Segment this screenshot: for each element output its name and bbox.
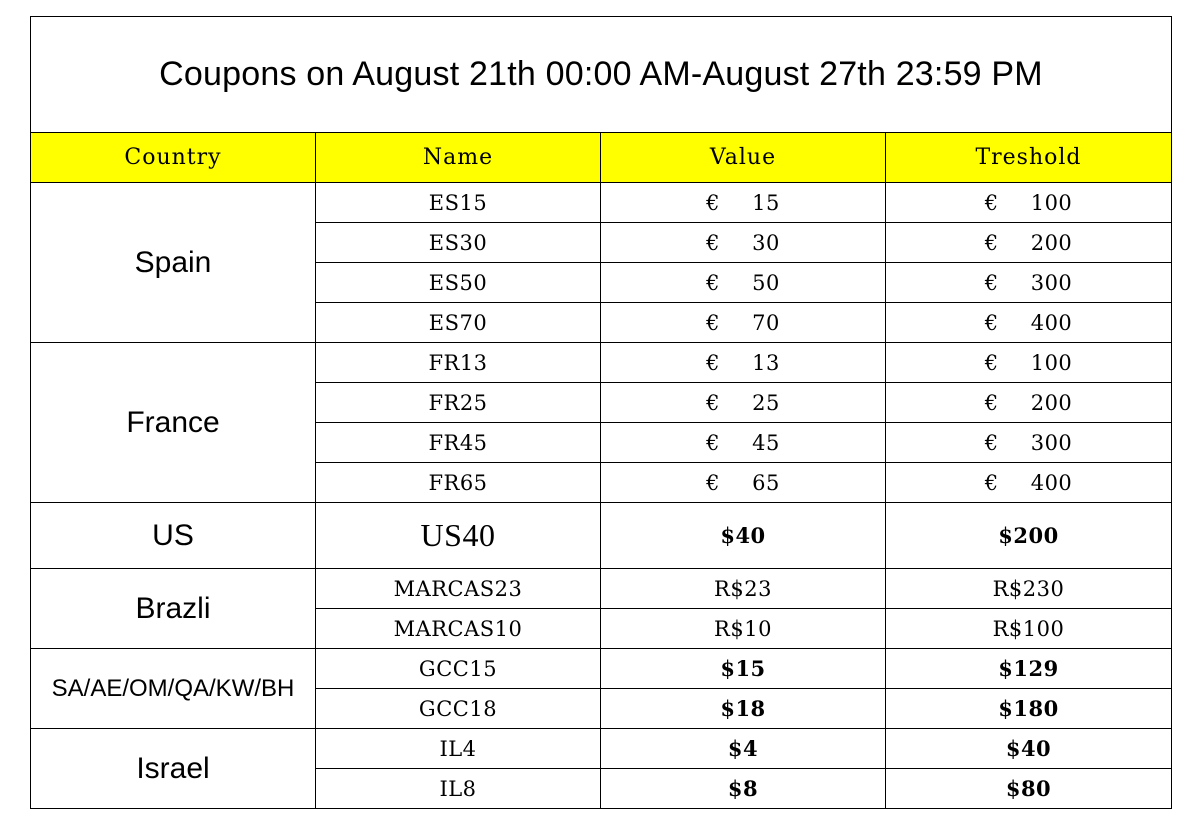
currency-symbol: € (984, 230, 999, 255)
coupon-value (601, 263, 886, 303)
threshold-amount: 100 (1030, 350, 1073, 375)
header-value: Value (601, 133, 886, 183)
currency-symbol: € (984, 390, 999, 415)
threshold-amount: 300 (1030, 270, 1073, 295)
coupon-value: $8 (601, 769, 886, 809)
coupon-threshold: $129 (886, 649, 1172, 689)
coupon-threshold (886, 183, 1172, 223)
coupon-name: ES50 (316, 263, 601, 303)
coupon-value (601, 303, 886, 343)
coupon-value: $40 (601, 503, 886, 569)
table-row (31, 569, 1172, 609)
table-row (31, 729, 1172, 769)
coupon-name: ES70 (316, 303, 601, 343)
coupon-threshold: $80 (886, 769, 1172, 809)
threshold-amount: 300 (1030, 430, 1073, 455)
coupon-name: IL4 (316, 729, 601, 769)
threshold-amount: 200 (1030, 390, 1073, 415)
currency-symbol: € (706, 230, 720, 255)
coupon-name: FR13 (316, 343, 601, 383)
coupon-value: $4 (601, 729, 886, 769)
currency-symbol: € (706, 190, 720, 215)
coupon-name: ES30 (316, 223, 601, 263)
coupon-name: ES15 (316, 183, 601, 223)
coupon-name: FR25 (316, 383, 601, 423)
coupon-name: FR45 (316, 423, 601, 463)
coupon-value: R$10 (601, 609, 886, 649)
coupon-table (30, 16, 1172, 809)
coupon-threshold (886, 223, 1172, 263)
coupon-threshold (886, 383, 1172, 423)
country-cell-spain: Spain (31, 183, 316, 343)
value-amount: 50 (752, 270, 780, 295)
coupon-value: $15 (601, 649, 886, 689)
coupon-threshold (886, 303, 1172, 343)
currency-symbol: € (984, 270, 999, 295)
currency-symbol: € (706, 470, 720, 495)
country-cell-israel: Israel (31, 729, 316, 809)
table-row (31, 343, 1172, 383)
coupon-threshold (886, 343, 1172, 383)
coupon-threshold: R$100 (886, 609, 1172, 649)
coupon-name: US40 (316, 503, 601, 569)
currency-symbol: € (984, 470, 999, 495)
coupon-name: MARCAS10 (316, 609, 601, 649)
coupon-value: $18 (601, 689, 886, 729)
currency-symbol: € (706, 430, 720, 455)
title-row (31, 17, 1172, 133)
threshold-amount: 400 (1030, 470, 1073, 495)
threshold-amount: 100 (1030, 190, 1073, 215)
currency-symbol: € (984, 350, 999, 375)
currency-symbol: € (984, 310, 999, 335)
currency-symbol: € (984, 190, 999, 215)
value-amount: 30 (752, 230, 780, 255)
value-amount: 70 (752, 310, 780, 335)
coupon-threshold: R$230 (886, 569, 1172, 609)
coupon-threshold (886, 423, 1172, 463)
coupon-name: FR65 (316, 463, 601, 503)
coupon-threshold: $200 (886, 503, 1172, 569)
table-row (31, 503, 1172, 569)
value-amount: 25 (752, 390, 780, 415)
value-amount: 65 (752, 470, 780, 495)
coupon-threshold (886, 263, 1172, 303)
currency-symbol: € (706, 390, 720, 415)
coupon-value (601, 383, 886, 423)
coupon-value (601, 183, 886, 223)
currency-symbol: € (706, 310, 720, 335)
value-amount: 13 (752, 350, 780, 375)
threshold-amount: 400 (1030, 310, 1073, 335)
currency-symbol: € (984, 430, 999, 455)
value-amount: 15 (752, 190, 780, 215)
coupon-value (601, 343, 886, 383)
threshold-amount: 200 (1030, 230, 1073, 255)
header-country: Country (31, 133, 316, 183)
currency-symbol: € (706, 350, 720, 375)
header-row (31, 133, 1172, 183)
country-cell-france: France (31, 343, 316, 503)
coupon-threshold: $180 (886, 689, 1172, 729)
coupon-name: MARCAS23 (316, 569, 601, 609)
table-row (31, 183, 1172, 223)
coupon-name: IL8 (316, 769, 601, 809)
coupon-value (601, 423, 886, 463)
coupon-value (601, 223, 886, 263)
coupon-threshold (886, 463, 1172, 503)
value-amount: 45 (752, 430, 780, 455)
coupon-threshold: $40 (886, 729, 1172, 769)
table-title: Coupons on August 21th 00:00 AM-August 27th 23:59 PM (31, 17, 1172, 133)
header-name: Name (316, 133, 601, 183)
country-cell-gcc: SA/AE/OM/QA/KW/BH (31, 649, 316, 729)
country-cell-brazil: Brazli (31, 569, 316, 649)
coupon-name: GCC18 (316, 689, 601, 729)
country-cell-us: US (31, 503, 316, 569)
table-row (31, 649, 1172, 689)
header-threshold: Treshold (886, 133, 1172, 183)
currency-symbol: € (706, 270, 720, 295)
coupon-value: R$23 (601, 569, 886, 609)
coupon-name: GCC15 (316, 649, 601, 689)
coupon-value (601, 463, 886, 503)
